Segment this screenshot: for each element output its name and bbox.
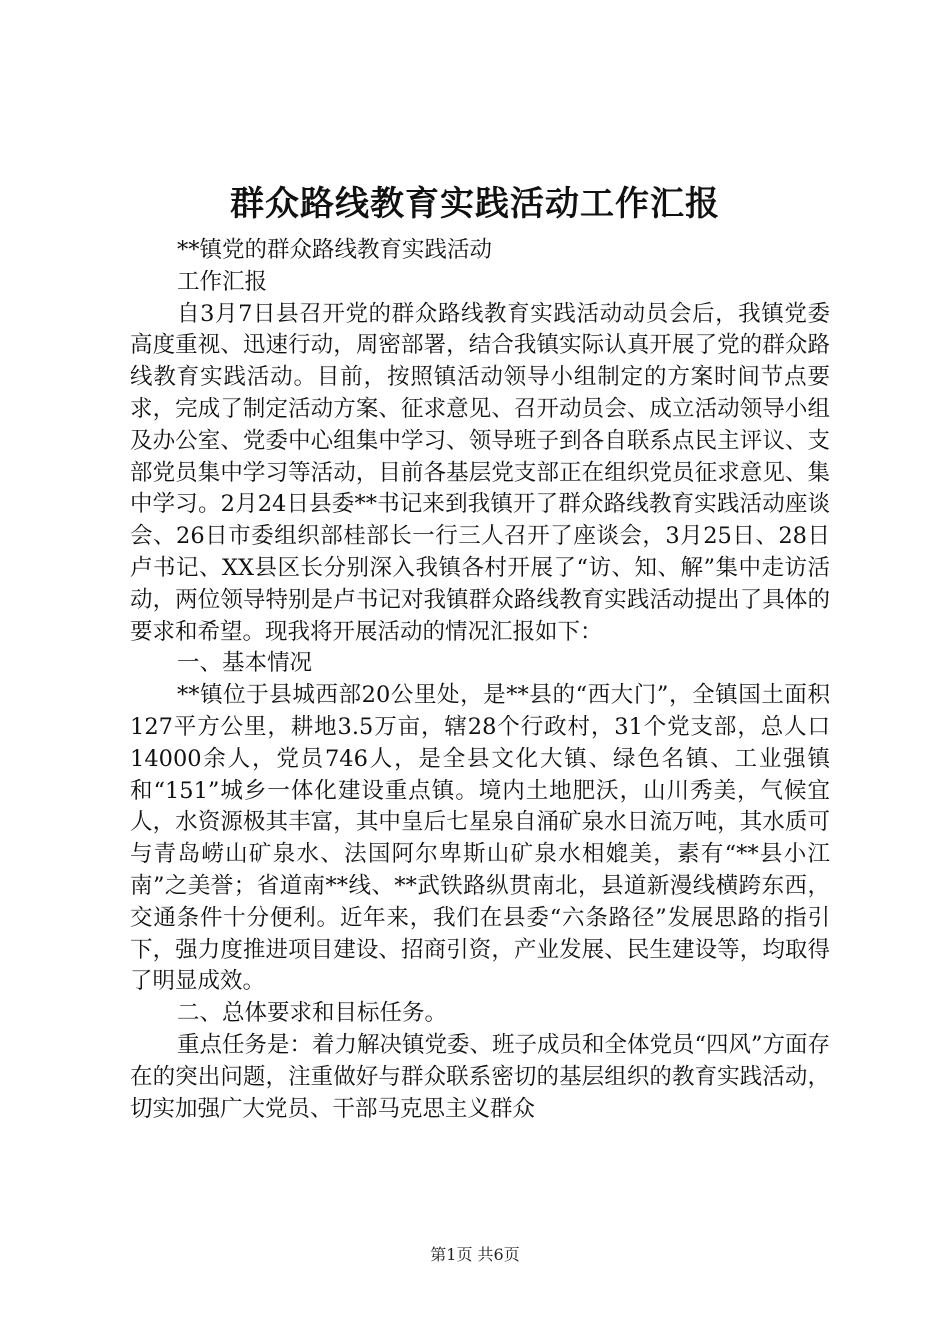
document-body xyxy=(130,235,830,1125)
paragraph-intro: 自3月7日县召开党的群众路线教育实践活动动员会后，我镇党委高度重视、迅速行动，周密部署，结合我镇实际认真开展了党的群众路线教育实践活动。目前，按照镇活动领导小组制定的方案时间节点要求，完成了制定活动方案、征求意见、召开动员会、成立活动领导小组及办公室、党委中心组集中学习、领导班子到各自联系点民主评议、支部党员集中学习等活动，目前各基层党支部正在组织党员征求意见、集中学习。2月24日县委**书记来到我镇开了群众路线教育实践活动座谈会、26日市委组织部桂部长一行三人召开了座谈会，3月25日、28日卢书记、XX县区长分别深入我镇各村开展了“访、知、解”集中走访活动，两位领导特别是卢书记对我镇群众路线教育实践活动提出了具体的要求和希望。现我将开展活动的情况汇报如下： xyxy=(130,300,830,645)
subtitle-line-1: **镇党的群众路线教育实践活动 xyxy=(177,237,493,263)
paragraph-basic-info: **镇位于县城西部20公里处，是**县的“西大门”，全镇国土面积127平方公里，耕地3.5万亩，辖28个行政村，31个党支部，总人口14000余人，党员746人，是全县文化大镇、绿色名镇、工业强镇和“151”城乡一体化建设重点镇。境内土地肥沃，山川秀美，气候宜人，水资源极其丰富，其中皇后七星泉自涌矿泉水日流万吨，其水质可与青岛崂山矿泉水、法国阿尔卑斯山矿泉水相媲美，素有“**县小江南”之美誉；省道南**线、**武铁路纵贯南北，县道新漫线横跨东西，交通条件十分便利。近年来，我们在县委“六条路径”发展思路的指引下，强力度推进项目建设、招商引资，产业发展、民生建设等，均取得了明显成效。 xyxy=(130,682,830,995)
subtitle-line-2: 工作汇报 xyxy=(177,268,268,295)
document-title: 群众路线教育实践活动工作汇报 xyxy=(230,184,720,224)
section-heading-basic: 一、基本情况 xyxy=(177,650,313,677)
page-number-footer: 第1页 共6页 xyxy=(430,1245,520,1264)
section-heading-goals: 二、总体要求和目标任务。 xyxy=(177,1000,448,1027)
paragraph-key-tasks: 重点任务是：着力解决镇党委、班子成员和全体党员“四风”方面存在的突出问题，注重做好与群众联系密切的基层组织的教育实践活动，切实加强广大党员、干部马克思主义群众 xyxy=(130,1031,831,1122)
